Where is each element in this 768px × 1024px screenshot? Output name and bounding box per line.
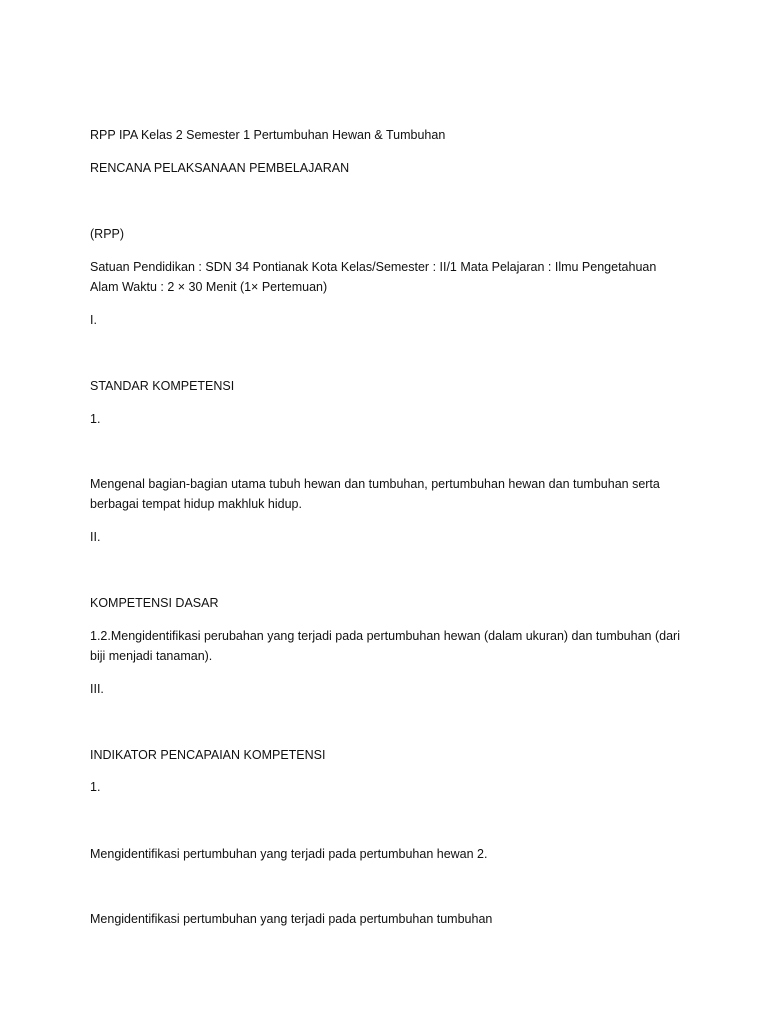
document-title: RPP IPA Kelas 2 Semester 1 Pertumbuhan Hewan & Tumbuhan (90, 128, 446, 142)
document-subtitle: RENCANA PELAKSANAAN PEMBELAJARAN (90, 161, 350, 175)
section-2-number: II. (90, 530, 101, 544)
document-abbreviation: (RPP) (90, 227, 125, 241)
section-2-heading: KOMPETENSI DASAR (90, 596, 219, 610)
indicator-2: Mengidentifikasi pertumbuhan yang terjadi pada pertumbuhan tumbuhan (90, 912, 493, 926)
section-3-item-number: 1. (90, 780, 101, 794)
section-1-number: I. (90, 313, 97, 327)
section-1-heading: STANDAR KOMPETENSI (90, 379, 235, 393)
section-2-content: 1.2.Mengidentifikasi perubahan yang terjadi pada pertumbuhan hewan (dalam ukuran) dan tumbuhan (dari biji menjadi tanaman). (90, 629, 680, 663)
section-1-content: Mengenal bagian-bagian utama tubuh hewan dan tumbuhan, pertumbuhan hewan dan tumbuhan serta berbagai tempat hidup makhluk hidup. (90, 477, 660, 511)
section-3-heading: INDIKATOR PENCAPAIAN KOMPETENSI (90, 748, 326, 762)
section-1-item-number: 1. (90, 412, 101, 426)
section-3-number: III. (90, 682, 104, 696)
document-identity: Satuan Pendidikan : SDN 34 Pontianak Kota Kelas/Semester : II/1 Mata Pelajaran : Ilmu Pengetahuan Alam Waktu : 2 × 30 Menit (1× Pertemuan) (90, 260, 657, 294)
indicator-1: Mengidentifikasi pertumbuhan yang terjadi pada pertumbuhan hewan 2. (90, 847, 488, 861)
